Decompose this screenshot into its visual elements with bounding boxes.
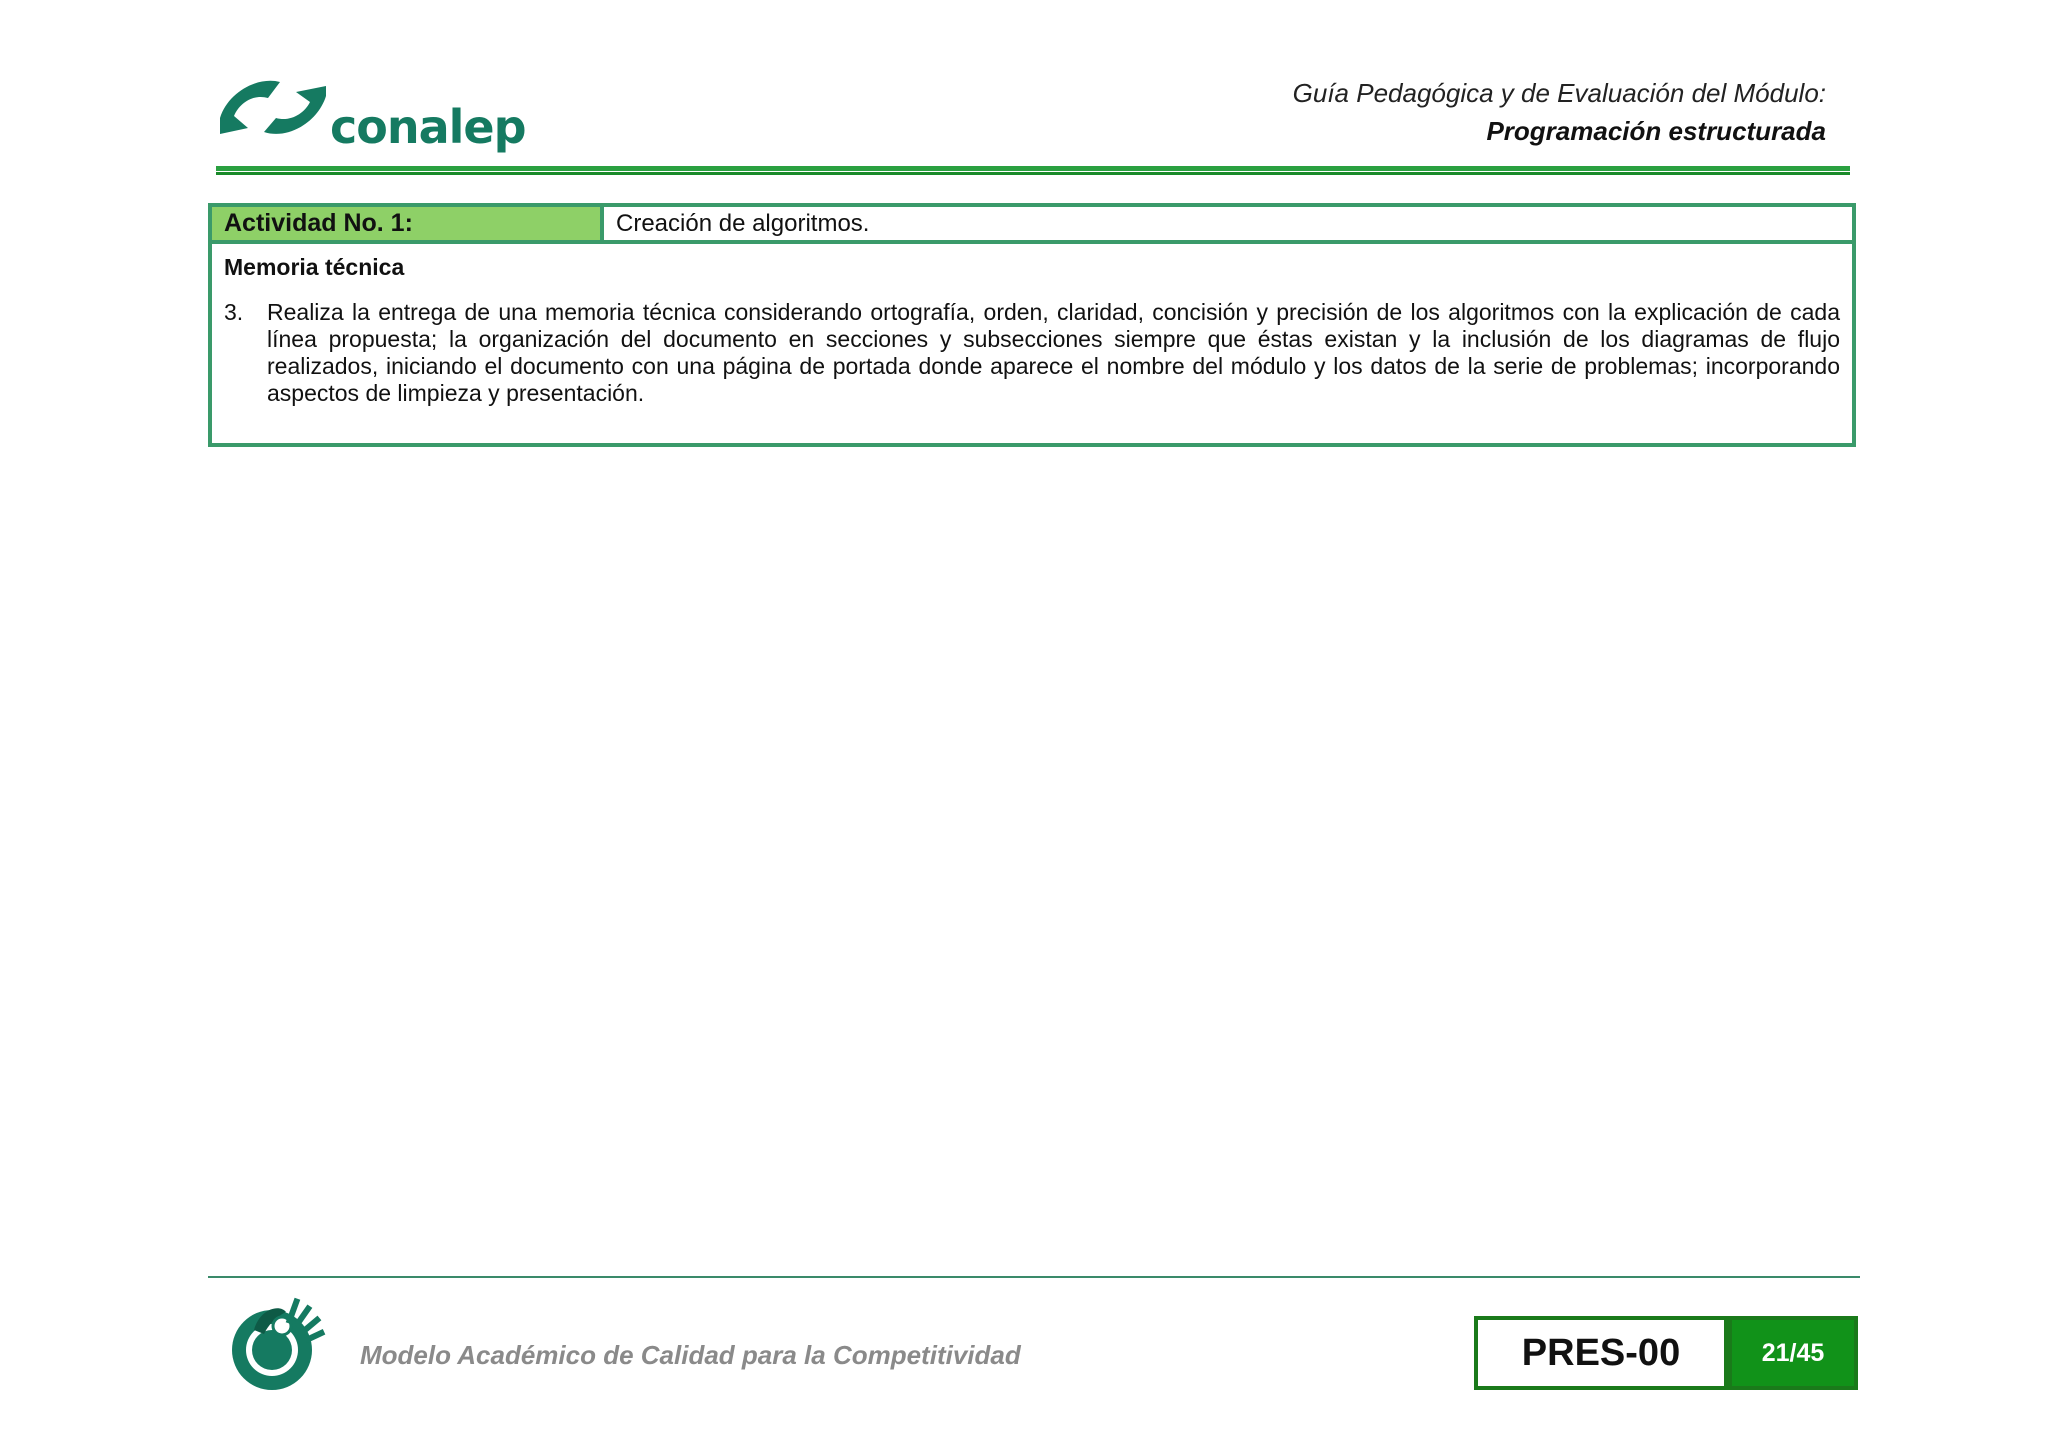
quality-seal-icon: [224, 1290, 334, 1400]
list-item-number: 3.: [224, 299, 244, 325]
logo-wordmark: conalep: [330, 100, 526, 154]
activity-header-row: [212, 207, 1852, 244]
activity-number-label: Actividad No. 1:: [212, 207, 604, 240]
quality-model-seal: [224, 1290, 334, 1400]
page-number: 21/45: [1728, 1316, 1858, 1390]
guide-title: Guía Pedagógica y de Evaluación del Módulo:: [1292, 78, 1826, 108]
header-divider-secondary: [216, 172, 1850, 175]
document-header: [1293, 74, 1826, 150]
list-item: [224, 299, 1840, 407]
module-name: Programación estructurada: [1486, 116, 1826, 146]
activity-table: [208, 203, 1856, 447]
conalep-logo-icon: [218, 72, 328, 156]
conalep-logo: [218, 72, 526, 156]
list-item-text: Realiza la entrega de una memoria técnica considerando ortografía, orden, claridad, concisión y precisión de los algoritmos con la explicación de cada línea propuesta; la organización del documento en secciones y subsecciones siempre que éstas existan y la inclusión de los diagramas de flujo realizados, iniciando el documento con una página de portada donde aparece el nombre del módulo y los datos de la serie de problemas; incorporando aspectos de limpieza y presentación.: [267, 299, 1840, 406]
header-divider: [216, 166, 1850, 171]
document-code: PRES-00: [1474, 1316, 1728, 1390]
activity-title: Creación de algoritmos.: [616, 210, 870, 237]
footer-tagline: Modelo Académico de Calidad para la Competitividad: [360, 1340, 1021, 1370]
footer-divider: [208, 1276, 1860, 1278]
section-title: Memoria técnica: [224, 254, 405, 280]
